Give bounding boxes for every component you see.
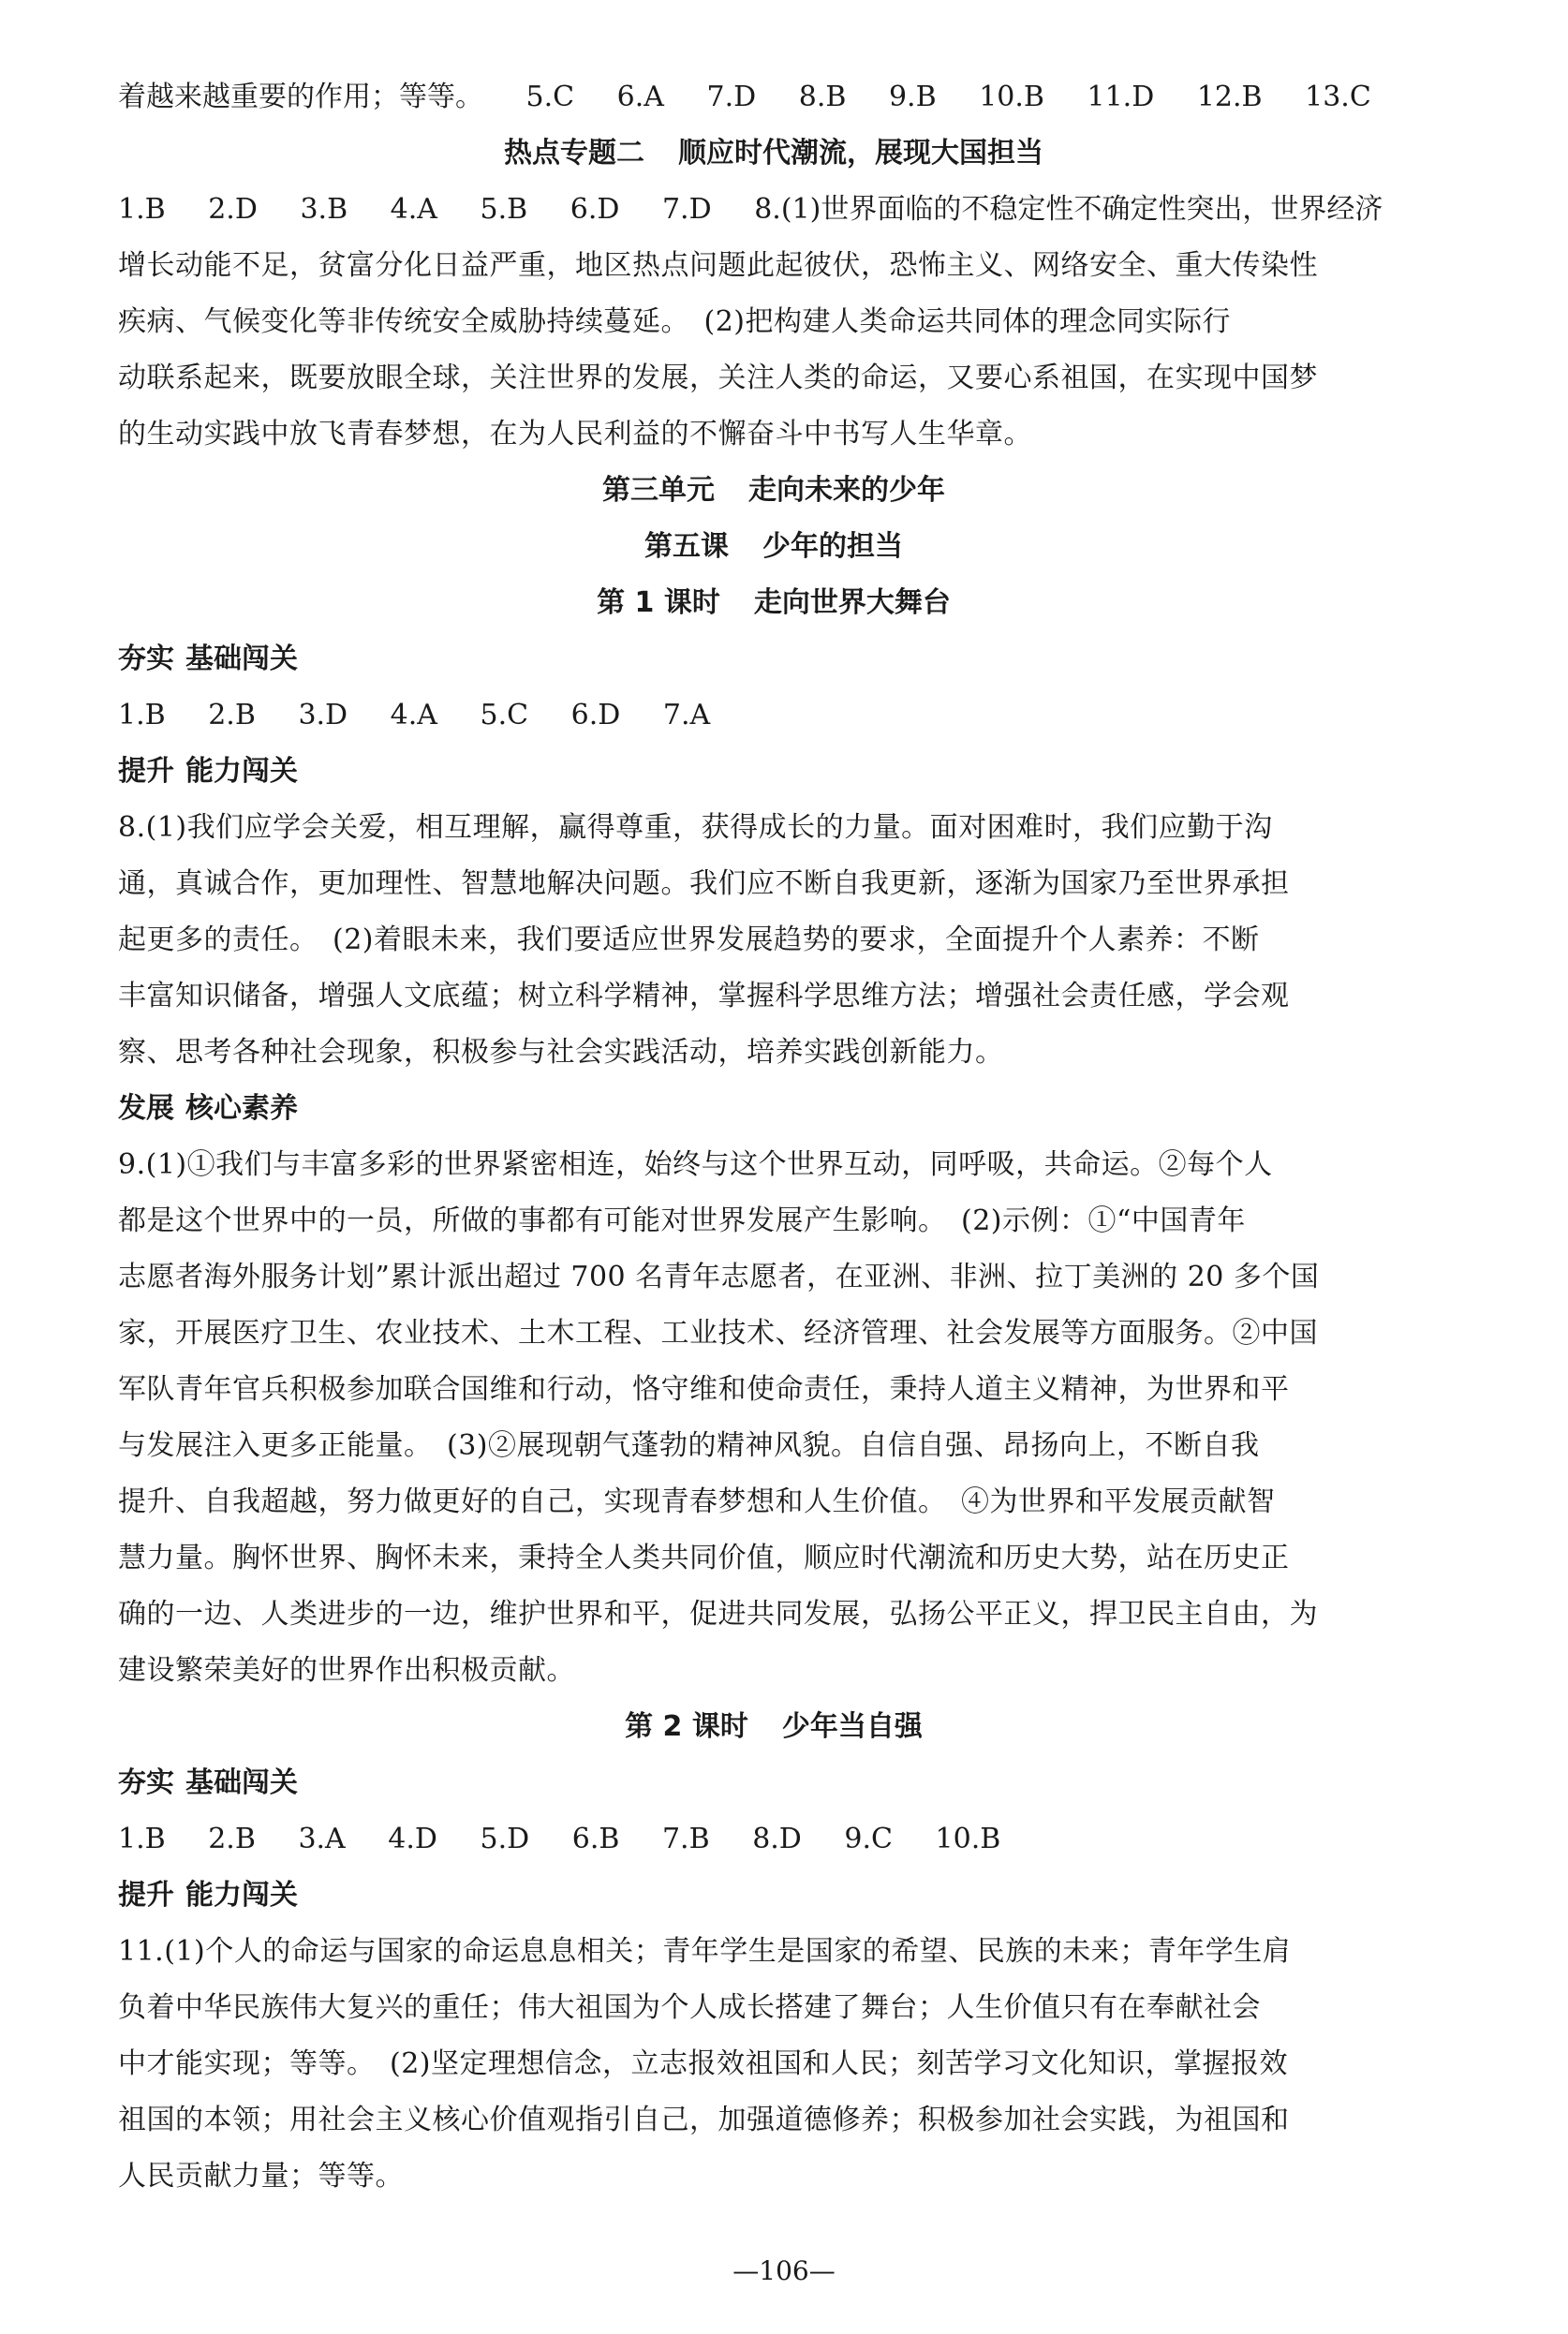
period1-q8-paragraph bbox=[118, 800, 1429, 1081]
period2-basic-heading: 夯实 基础闯关 bbox=[118, 1766, 298, 1799]
period2-basic-answers bbox=[118, 1811, 1429, 1868]
paragraph-line: 慧力量。胸怀世界、胸怀未来，秉持全人类共同价值，顺应时代潮流和历史大势，站在历史正 bbox=[118, 1542, 1290, 1574]
period1-ability-heading: 提升 能力闯关 bbox=[118, 755, 298, 788]
answer-item: 9.C bbox=[844, 1823, 893, 1855]
period2-ability-heading: 提升 能力闯关 bbox=[118, 1879, 298, 1912]
paragraph-line: 军队青年官兵积极参加联合国维和行动，恪守维和使命责任，秉持人道主义精神，为世界和平 bbox=[118, 1373, 1290, 1406]
answer-item: 4.A bbox=[390, 699, 437, 731]
top-answer-line bbox=[118, 69, 1429, 126]
top-lead-text: 着越来越重要的作用；等等。 bbox=[118, 81, 483, 113]
paragraph-line: 建设繁荣美好的世界作出积极贡献。 bbox=[118, 1654, 575, 1687]
q8-start-text: 8.(1)世界面临的不稳定性不确定性突出，世界经济 bbox=[754, 193, 1383, 226]
answer-item: 6.B bbox=[571, 1823, 620, 1855]
paragraph-line: 9.(1)①我们与丰富多彩的世界紧密相连，始终与这个世界互动，同呼吸，共命运。②每个人 bbox=[118, 1148, 1273, 1181]
answer-item: 6.A bbox=[616, 81, 664, 113]
period1-develop-heading: 发展 核心素养 bbox=[118, 1092, 298, 1125]
answer-item: 3.D bbox=[298, 699, 348, 731]
answer-item: 1.B bbox=[118, 699, 166, 731]
paragraph-line: 与发展注入更多正能量。 (3)②展现朝气蓬勃的精神风貌。自信自强、昂扬向上，不断自我 bbox=[118, 1429, 1260, 1462]
period1-q9-paragraph bbox=[118, 1137, 1429, 1699]
answer-item: 4.D bbox=[388, 1823, 437, 1855]
paragraph-line: 起更多的责任。 (2)着眼未来，我们要适应世界发展趋势的要求，全面提升个人素养：不断 bbox=[118, 923, 1260, 956]
answer-item: 7.D bbox=[706, 81, 757, 113]
answer-item: 12.B bbox=[1196, 81, 1263, 113]
paragraph-line: 祖国的本领；用社会主义核心价值观指引自己，加强道德修养；积极参加社会实践，为祖国和 bbox=[118, 2104, 1290, 2136]
paragraph-line: 察、思考各种社会现象，积极参与社会实践活动，培养实践创新能力。 bbox=[118, 1036, 1004, 1069]
answer-item: 9.B bbox=[888, 81, 937, 113]
paragraph-line: 提升、自我超越，努力做更好的自己，实现青春梦想和人生价值。 ④为世界和平发展贡献智 bbox=[118, 1485, 1276, 1518]
paragraph-line: 中才能实现；等等。 (2)坚定理想信念，立志报效祖国和人民；刻苦学习文化知识，掌握报效 bbox=[118, 2047, 1288, 2080]
paragraph-line: 丰富知识储备，增强人文底蕴；树立科学精神，掌握科学思维方法；增强社会责任感，学会观 bbox=[118, 980, 1290, 1012]
answer-item: 6.D bbox=[570, 699, 621, 731]
unit-heading: 第三单元 走向未来的少年 bbox=[602, 474, 945, 507]
answer-item: 1.B bbox=[118, 193, 166, 226]
answer-item: 10.B bbox=[935, 1823, 1001, 1855]
paragraph-line: 都是这个世界中的一员，所做的事都有可能对世界发展产生影响。 (2)示例：①“中国青年 bbox=[118, 1204, 1246, 1237]
page-content bbox=[118, 69, 1429, 2205]
period2-q11-paragraph bbox=[118, 1924, 1429, 2205]
answer-item: 1.B bbox=[118, 1823, 166, 1855]
answer-item: 3.A bbox=[298, 1823, 346, 1855]
answer-item: 7.D bbox=[661, 193, 712, 226]
answer-item: 8.B bbox=[798, 81, 847, 113]
answer-item: 3.B bbox=[300, 193, 348, 226]
answer-item: 8.D bbox=[752, 1823, 802, 1855]
answer-item: 4.A bbox=[390, 193, 437, 226]
answer-item: 5.D bbox=[480, 1823, 530, 1855]
hot-topic-q8-paragraph bbox=[118, 238, 1429, 463]
answer-item: 6.D bbox=[570, 193, 620, 226]
paragraph-line: 负着中华民族伟大复兴的重任；伟大祖国为个人成长搭建了舞台；人生价值只有在奉献社会 bbox=[118, 1991, 1261, 2024]
paragraph-line: 通，真诚合作，更加理性、智慧地解决问题。我们应不断自我更新，逐渐为国家乃至世界承担 bbox=[118, 867, 1290, 900]
paragraph-line: 疾病、气候变化等非传统安全威胁持续蔓延。 (2)把构建人类命运共同体的理念同实际行 bbox=[118, 305, 1231, 338]
paragraph-line: 志愿者海外服务计划”累计派出超过 700 名青年志愿者，在亚洲、非洲、拉丁美洲的 20 多个国 bbox=[118, 1261, 1320, 1293]
answer-item: 13.C bbox=[1305, 81, 1371, 113]
paragraph-line: 确的一边、人类进步的一边，维护世界和平，促进共同发展，弘扬公平正义，捍卫民主自由，为 bbox=[118, 1598, 1318, 1631]
answer-item: 5.C bbox=[480, 699, 529, 731]
period1-heading: 第 1 课时 走向世界大舞台 bbox=[597, 586, 951, 619]
paragraph-line: 11.(1)个人的命运与国家的命运息息相关；青年学生是国家的希望、民族的未来；青年学生肩 bbox=[118, 1935, 1292, 1968]
period2-heading: 第 2 课时 少年当自强 bbox=[625, 1710, 923, 1743]
answer-item: 5.C bbox=[525, 81, 575, 113]
page-number: —106— bbox=[732, 2255, 836, 2286]
answer-item: 7.A bbox=[662, 699, 711, 731]
answer-item: 2.D bbox=[208, 193, 258, 226]
paragraph-line: 家，开展医疗卫生、农业技术、土木工程、工业技术、经济管理、社会发展等方面服务。②中国 bbox=[118, 1317, 1318, 1350]
lesson-heading: 第五课 少年的担当 bbox=[644, 530, 903, 563]
period1-basic-answers bbox=[118, 687, 1429, 744]
paragraph-line: 人民贡献力量；等等。 bbox=[118, 2160, 404, 2193]
period1-basic-heading: 夯实 基础闯关 bbox=[118, 643, 298, 675]
hot-topic-answer-line bbox=[118, 182, 1429, 238]
hot-topic-heading: 热点专题二 顺应时代潮流，展现大国担当 bbox=[504, 137, 1043, 170]
answer-item: 2.B bbox=[208, 699, 256, 731]
answer-item: 10.B bbox=[979, 81, 1044, 113]
answer-item: 7.B bbox=[661, 1823, 710, 1855]
answer-item: 2.B bbox=[208, 1823, 256, 1855]
paragraph-line: 动联系起来，既要放眼全球，关注世界的发展，关注人类的命运，又要心系祖国，在实现中国梦 bbox=[118, 362, 1318, 394]
answer-item: 5.B bbox=[480, 193, 528, 226]
answer-item: 11.D bbox=[1087, 81, 1155, 113]
paragraph-line: 8.(1)我们应学会关爱，相互理解，赢得尊重，获得成长的力量。面对困难时，我们应勤于沟 bbox=[118, 811, 1273, 844]
paragraph-line: 的生动实践中放飞青春梦想，在为人民利益的不懈奋斗中书写人生华章。 bbox=[118, 418, 1032, 451]
paragraph-line: 增长动能不足，贫富分化日益严重，地区热点问题此起彼伏，恐怖主义、网络安全、重大传染性 bbox=[118, 249, 1318, 282]
